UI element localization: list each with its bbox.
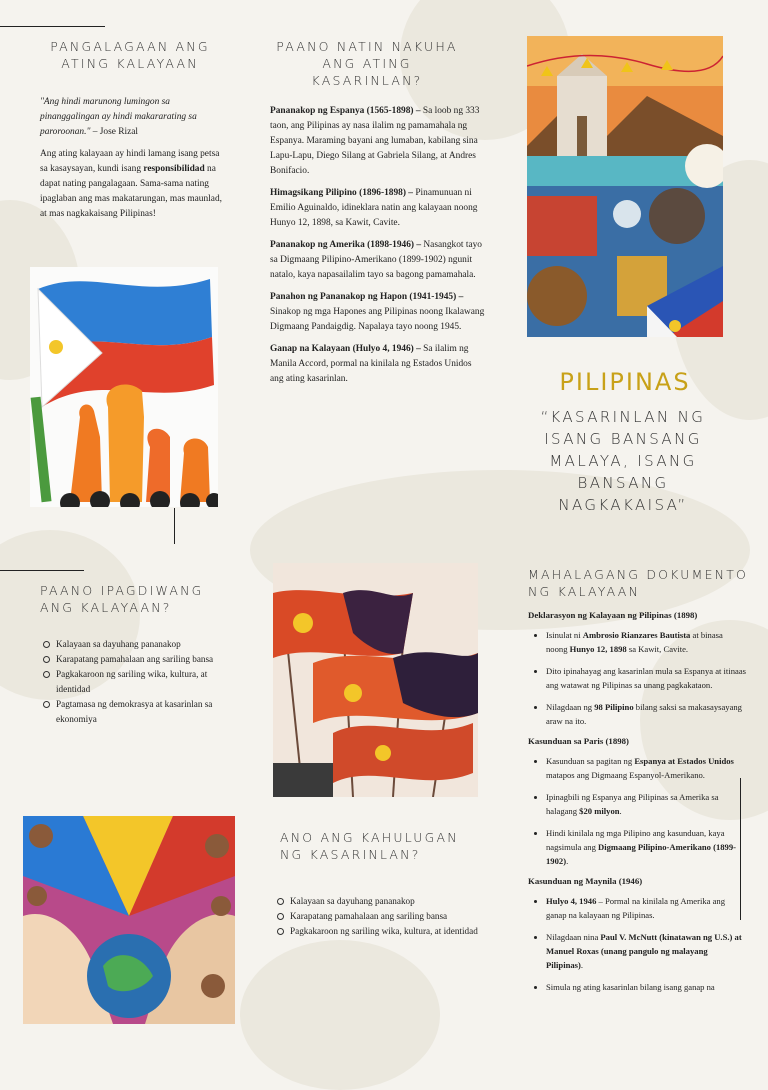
pangalagaan-paragraph: Ang ating kalayaan ay hindi lamang isang petsa sa kasaysayan, kundi isang responsibilidad na dapat nating pangalagaan. Sama-sama nating ipaglaban ang mas makatarungan, mas maunlad, at mas nagkakaisang Pilipinas! [40, 149, 222, 219]
brochure-title: PILIPINAS [559, 368, 691, 396]
history-list [270, 104, 485, 394]
list-item: • Kasunduan sa pagitan ng Espanya at Estados Unidos matapos ang Digmaang Espanyol-Amerikano. [546, 754, 746, 782]
history-item: Pananakop ng Espanya (1565-1898) – Sa loob ng 333 taon, ang Pilipinas ay nasa ilalim ng pamamahala ng Espanya. Maraming bayani ang lumaban, kabilang sina Lapu-Lapu, Diego Silang at Gabriela Silang, at Andres Bonifacio. [270, 106, 480, 176]
doc-list [528, 894, 746, 994]
bg-blob [240, 940, 440, 1090]
list-item: • Nilagdaan ng 98 Pilipino bilang saksi sa makasaysayang araw na ito. [546, 700, 746, 728]
divider [0, 570, 84, 571]
doc-list [528, 628, 746, 728]
list-item: • Ipinagbili ng Espanya ang Pilipinas sa Amerika sa halagang $20 milyon. [546, 790, 746, 818]
meaning-list [274, 894, 514, 939]
rizal-quote: "Ang hindi marunong lumingon sa pinanggalingan ay hindi makararating sa paroroonan." – Jose Rizal [40, 97, 197, 137]
section-heading-dokumento: MAHALAGANG DOKUMENTO NG KALAYAAN [528, 567, 749, 599]
child-drawing-flag-fists-image [30, 267, 218, 507]
list-item: • Hulyo 4, 1946 – Pormal na kinilala ng Amerika ang ganap na kalayaan ng Pilipinas. [546, 894, 746, 922]
list-item: Pagkakaroon ng sariling wika, kultura, at identidad [40, 667, 225, 697]
celebration-list [40, 637, 225, 727]
history-item: Pananakop ng Amerika (1898-1946) – Nasangkot tayo sa Digmaang Pilipino-Amerikano (1899-1902) ngunit natalo, kaya napasailalim tayo sa bagong pamamahala. [270, 240, 482, 280]
list-item: Karapatang pamahalaan ang sariling bansa [274, 909, 514, 924]
list-item: • Isinulat ni Ambrosio Rianzares Bautista at binasa noong Hunyo 12, 1898 sa Kawit, Cavite. [546, 628, 746, 656]
hands-earth-painting-image [23, 816, 235, 1024]
doc-title: Deklarasyon ng Kalayaan ng Pilipinas (1898) [528, 610, 698, 620]
section-heading-pangalagaan: PANGALAGAAN ANG ATING KALAYAAN [50, 39, 210, 71]
brochure-motto: “KASARINLAN NG ISANG BANSANG MALAYA, ISANG BANSANG NAGKAKAISA” [540, 408, 706, 514]
history-item: Himagsikang Pilipino (1896-1898) – Pinamunuan ni Emilio Aguinaldo, idineklara natin ang kalayaan noong Hunyo 12, 1898, sa Kawit, Cavite. [270, 188, 478, 228]
divider [174, 508, 175, 544]
history-item: Ganap na Kalayaan (Hulyo 4, 1946) – Sa ilalim ng Manila Accord, pormal na kinilala ng Estados Unidos ang ating kasarinlan. [270, 344, 472, 384]
section-heading-paano-nakuha: PAANO NATIN NAKUHA ANG ATING KASARINLAN? [276, 39, 458, 88]
doc-list [528, 754, 746, 868]
list-item: Pagkakaroon ng sariling wika, kultura, at identidad [274, 924, 514, 939]
philippine-culture-collage-image [527, 36, 723, 337]
list-item: Kalayaan sa dayuhang pananakop [40, 637, 225, 652]
pangalagaan-body [40, 95, 225, 229]
list-item: • Nilagdaan nina Paul V. McNutt (kinatawan ng U.S.) at Manuel Roxas (unang pangulo ng malayang Pilipinas). [546, 930, 746, 972]
list-item: Kalayaan sa dayuhang pananakop [274, 894, 514, 909]
list-item: Pagtamasa ng demokrasya at kasarinlan sa ekonomiya [40, 697, 225, 727]
section-heading-ipagdiwang: PAANO IPAGDIWANG ANG KALAYAAN? [40, 583, 204, 615]
list-item: Karapatang pamahalaan ang sariling bansa [40, 652, 225, 667]
history-item: Panahon ng Pananakop ng Hapon (1941-1945) – Sinakop ng mga Hapones ang Pilipinas noong Ikalawang Digmaang Pandaigdig. Napalaya tayo noong 1945. [270, 292, 485, 332]
divider [0, 26, 105, 27]
waving-philippine-flags-image [273, 563, 478, 797]
list-item: • Hindi kinilala ng mga Pilipino ang kasunduan, kaya nagsimula ang Digmaang Pilipino-Amerikano (1899-1902). [546, 826, 746, 868]
doc-title: Kasunduan ng Maynila (1946) [528, 876, 643, 886]
list-item: • Dito ipinahayag ang kasarinlan mula sa Espanya at itinaas ang watawat ng Pilipinas sa unang pagkakataon. [546, 664, 746, 692]
list-item: • Simula ng ating kasarinlan bilang isang ganap na [546, 980, 746, 994]
documents-section [528, 606, 746, 1002]
doc-title: Kasunduan sa Paris (1898) [528, 736, 629, 746]
section-heading-kahulugan: ANO ANG KAHULUGAN NG KASARINLAN? [280, 830, 459, 862]
